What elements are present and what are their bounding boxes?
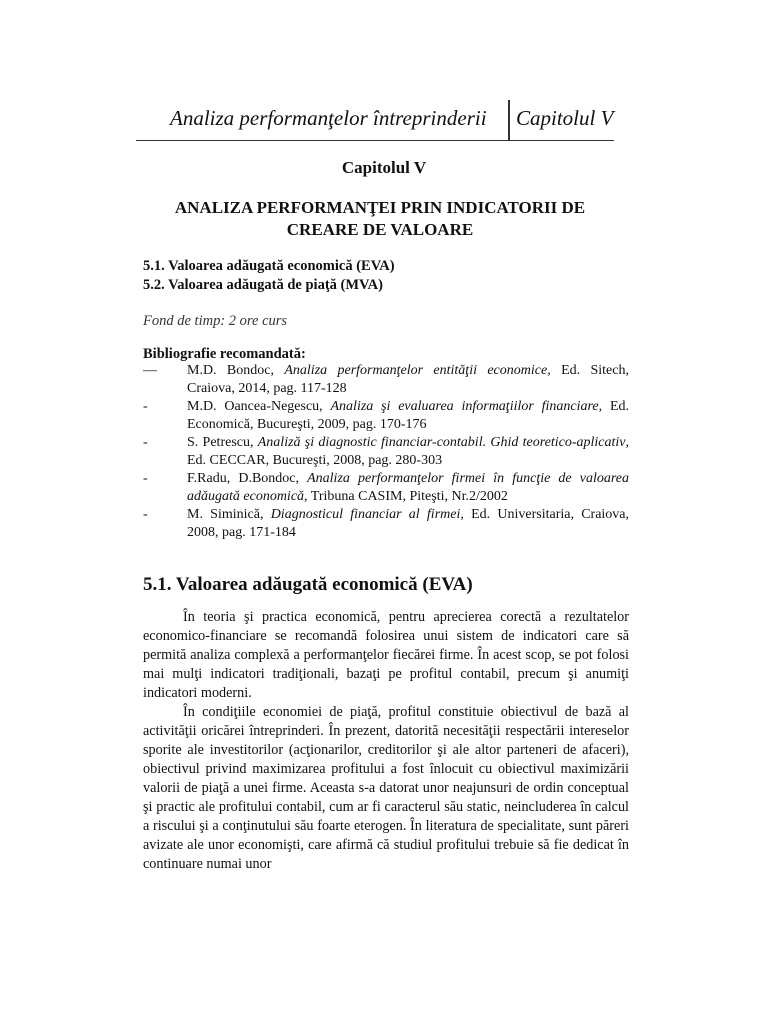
bullet-dash: - [143, 507, 148, 522]
running-header-title: Analiza performanţelor întreprinderii [170, 106, 487, 130]
header-divider [508, 100, 510, 140]
chapter-label: Capitolul V [341, 158, 427, 177]
bib-author: M.D. Bondoc, [187, 363, 285, 378]
bib-title: Analiza performanţelor entităţii economice [284, 363, 548, 378]
body-paragraph: În condiţiile economiei de piaţă, profitul constituie obiectivul de bază al activităţii oricărei întreprinderi. În prezent, datorită necesităţii respectării intereselor sporite ale investitorilor (acţionarilor, creditorilor şi ale altor parteneri de afaceri), obiectivul privind maximizarea profitului a fost înlocuit cu obiectivul maximizării valorii de piaţă a unei firme. Aceasta s-a datorat unor neajunsuri de ordin conceptual şi practic ale profitului contabil, cum ar fi caracterul său static, neincluderea în calcul a riscului şi a conţinutului său foarte eterogen. În literatura de specialitate, sunt păreri avizate ale unor economişti, care afirmă că studiul profitului trebuie să fie dedicat în continuare numai unor [143, 704, 629, 872]
bullet-dash: — [143, 363, 157, 378]
bib-title: Analiză şi diagnostic financiar-contabil. Ghid teoretico-aplicativ [257, 435, 626, 450]
time-fund-note: Fond de timp: 2 ore curs [143, 313, 288, 329]
bibliography-heading: Bibliografie recomandată: [143, 346, 306, 362]
section-heading: 5.1. Valoarea adăugată economică (EVA) [143, 574, 473, 595]
chapter-title: ANALIZA PERFORMANŢEI PRIN INDICATORII DE CREARE DE VALOARE [174, 198, 586, 239]
bibliography-item [143, 362, 629, 397]
contents-item: 5.1. Valoarea adăugată economică (EVA) [143, 258, 395, 274]
bib-details: , Ed. Sitech, Craiova, 2014, pag. 117-128 [187, 363, 629, 396]
bib-author: F.Radu, D.Bondoc, [187, 471, 308, 486]
bib-author: M. Siminică, [187, 507, 271, 522]
body-paragraph: În teoria şi practica economică, pentru aprecierea corectă a rezultatelor economico-financiare se recomandă folosirea unui sistem de indicatori care să permită analiza complexă a performanţelor fiecărei firme. În acest scop, se pot folosi mai mulţi indicatori tradiţionali, bazaţi pe profitul contabil, precum şi anumiţi indicatori moderni. [143, 609, 629, 701]
bib-author: M.D. Oancea-Negescu, [187, 399, 331, 414]
bullet-dash: - [143, 435, 148, 450]
bib-details: , Ed. Universitaria, Craiova, 2008, pag. 171-184 [187, 507, 630, 540]
bibliography-item [143, 398, 629, 433]
running-header [136, 100, 614, 141]
bibliography-list [143, 362, 629, 542]
bib-details: , Ed. Economică, Bucureşti, 2009, pag. 170-176 [187, 399, 630, 432]
bib-title: Analiza performanţelor firmei în funcţie de valoarea adăugată economică [187, 471, 629, 504]
bib-title: Analiza şi evaluarea informaţiilor financiare [330, 399, 599, 414]
bullet-dash: - [143, 399, 148, 414]
bibliography-item [143, 506, 629, 541]
bullet-dash: - [143, 471, 148, 486]
bib-details: , Tribuna CASIM, Piteşti, Nr.2/2002 [304, 488, 508, 504]
bibliography-item [143, 434, 629, 469]
bibliography-item [143, 470, 629, 505]
bib-details: , Ed. CECCAR, Bucureşti, 2008, pag. 280-303 [187, 435, 629, 468]
section-body [143, 608, 629, 874]
contents-item: 5.2. Valoarea adăugată de piaţă (MVA) [143, 277, 383, 293]
chapter-contents [143, 257, 623, 295]
running-header-chapter: Capitolul V [516, 106, 614, 130]
bib-title: Diagnosticul financiar al firmei [270, 507, 461, 522]
bib-author: S. Petrescu, [187, 435, 258, 450]
